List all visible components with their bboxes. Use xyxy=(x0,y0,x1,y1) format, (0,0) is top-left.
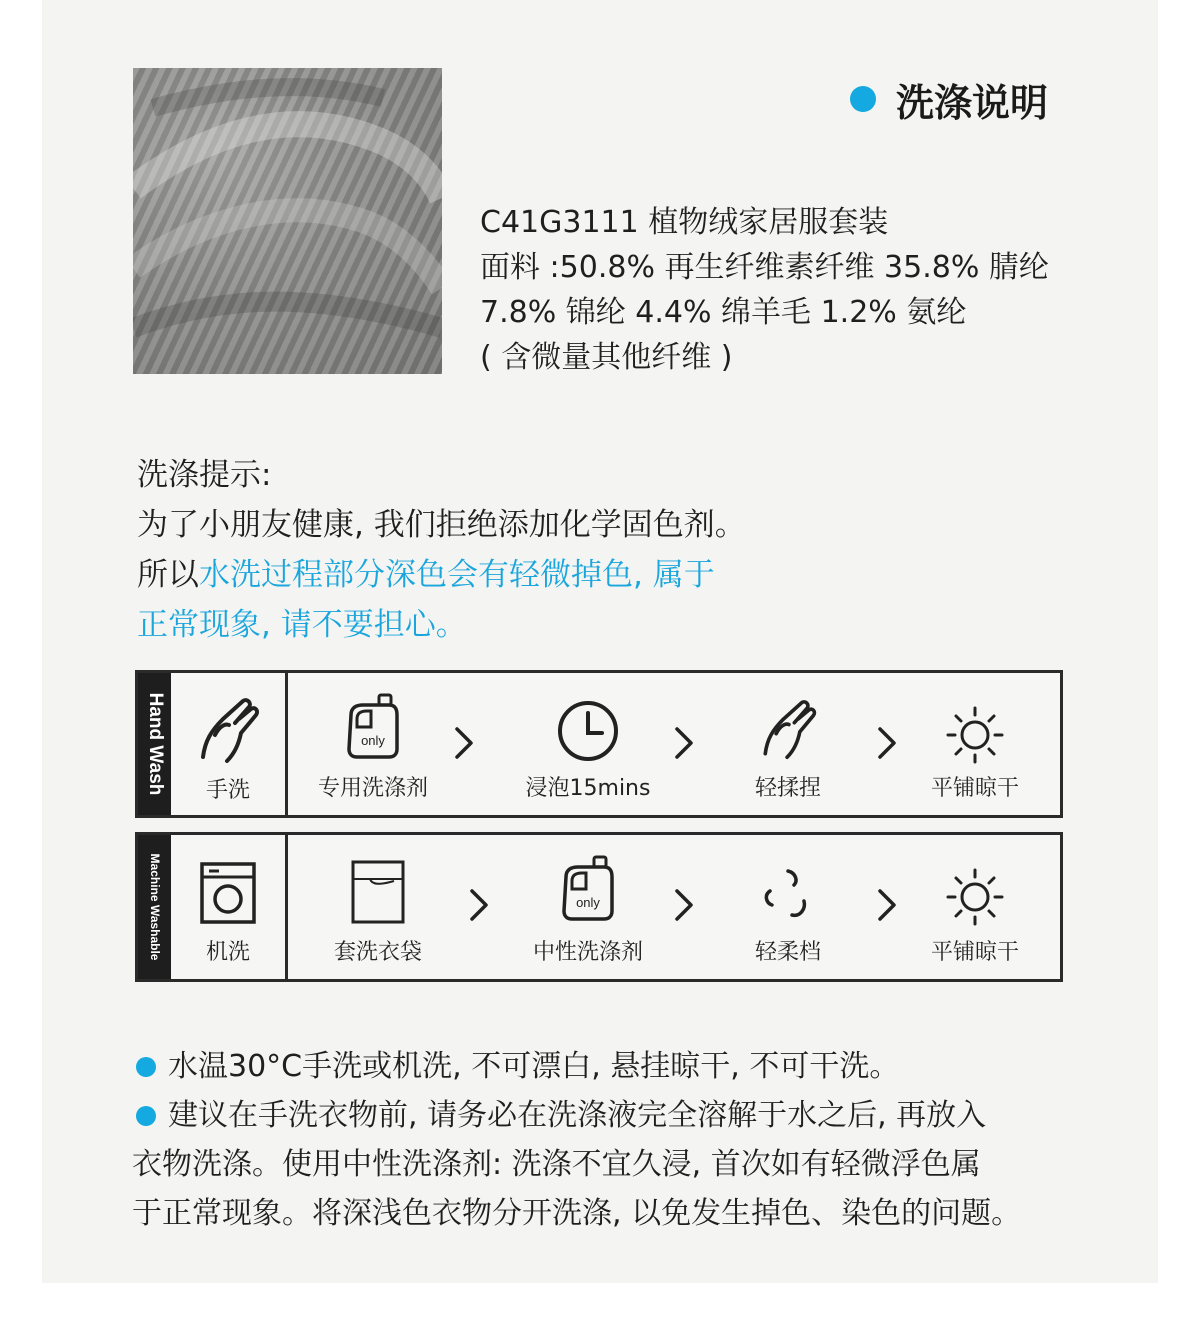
tips-line2-prefix: 所以 xyxy=(137,557,199,593)
washing-machine-icon xyxy=(199,861,257,925)
care-notes xyxy=(132,1042,1021,1238)
laundry-bag-icon xyxy=(350,859,406,925)
hand-step-knead xyxy=(728,673,848,815)
hand-step-dry xyxy=(910,673,1040,815)
title-bullet-dot xyxy=(850,86,876,112)
hand-wash-panel xyxy=(135,670,1063,818)
product-info xyxy=(480,200,1049,380)
sun-icon xyxy=(945,867,1005,927)
tips-line3-highlight: 正常现象, 请不要担心。 xyxy=(137,607,467,643)
hand-wash-label: 手洗 xyxy=(205,778,251,803)
fabric-composition-note: ( 含微量其他纤维 ) xyxy=(480,340,733,375)
hand-icon xyxy=(195,697,261,765)
note-bullet-dot xyxy=(136,1057,156,1077)
note-bullet-dot xyxy=(136,1106,156,1126)
section-title xyxy=(850,74,1048,124)
detergent-bottle-icon xyxy=(345,693,401,759)
hand-step-soak xyxy=(508,673,668,815)
machine-step-gentle-label: 轻柔档 xyxy=(754,940,822,965)
fabric-composition-line1: 面料 :50.8% 再生纤维素纤维 35.8% 腈纶 xyxy=(480,250,1049,285)
washing-tips xyxy=(137,450,746,650)
hand-wash-main xyxy=(171,673,285,815)
machine-wash-panel xyxy=(135,832,1063,982)
gentle-cycle-icon xyxy=(758,867,818,923)
hand-step-detergent-label: 专用洗涤剂 xyxy=(317,776,429,801)
svg-text:only: only xyxy=(361,733,385,748)
tips-line1: 为了小朋友健康, 我们拒绝添加化学固色剂。 xyxy=(137,507,746,543)
note-line-3: 衣物洗涤。使用中性洗涤剂: 洗涤不宜久浸, 首次如有轻微浮色属 xyxy=(132,1147,981,1182)
machine-wash-main xyxy=(171,835,285,979)
hand-step-soak-label: 浸泡15mins xyxy=(525,776,651,801)
tips-line2-highlight: 水洗过程部分深色会有轻微掉色, 属于 xyxy=(199,557,715,593)
machine-step-dry-label: 平铺晾干 xyxy=(930,940,1020,965)
machine-step-detergent-label: 中性洗涤剂 xyxy=(532,940,644,965)
hand-wash-divider xyxy=(285,673,288,815)
title-text: 洗涤说明 xyxy=(896,80,1049,125)
tips-line2 xyxy=(137,550,746,600)
sun-icon xyxy=(945,705,1005,765)
chevron-right-icon xyxy=(453,725,475,761)
product-name: C41G3111 植物绒家居服套装 xyxy=(480,205,889,240)
machine-step-bag-label: 套洗衣袋 xyxy=(333,940,423,965)
chevron-right-icon xyxy=(673,725,695,761)
hand-wash-side-label: Hand Wash xyxy=(138,673,171,815)
chevron-right-icon xyxy=(468,887,490,923)
detergent-bottle-icon xyxy=(560,855,616,921)
svg-text:only: only xyxy=(576,895,600,910)
note-line-1: 水温30°C手洗或机洗, 不可漂白, 悬挂晾干, 不可干洗。 xyxy=(132,1042,1021,1091)
machine-wash-label: 机洗 xyxy=(205,940,251,965)
machine-wash-side-label: Machine Washable xyxy=(138,835,171,979)
hand-step-detergent xyxy=(298,673,448,815)
chevron-right-icon xyxy=(876,887,898,923)
machine-step-bag xyxy=(318,835,438,979)
tips-heading: 洗涤提示: xyxy=(137,457,272,493)
hand-step-dry-label: 平铺晾干 xyxy=(930,776,1020,801)
chevron-right-icon xyxy=(673,887,695,923)
machine-wash-divider xyxy=(285,835,288,979)
note-line-2: 建议在手洗衣物前, 请务必在洗涤液完全溶解于水之后, 再放入 xyxy=(132,1091,1021,1140)
note-line-4: 于正常现象。将深浅色衣物分开洗涤, 以免发生掉色、染色的问题。 xyxy=(132,1196,1022,1231)
hand-knead-icon xyxy=(758,697,818,763)
machine-step-gentle xyxy=(728,835,848,979)
clock-icon xyxy=(556,699,620,763)
machine-step-detergent xyxy=(508,835,668,979)
hand-step-knead-label: 轻揉捏 xyxy=(754,776,822,801)
fabric-photo xyxy=(133,68,442,374)
machine-step-dry xyxy=(910,835,1040,979)
fabric-composition-line2: 7.8% 锦纶 4.4% 绵羊毛 1.2% 氨纶 xyxy=(480,295,967,330)
chevron-right-icon xyxy=(876,725,898,761)
